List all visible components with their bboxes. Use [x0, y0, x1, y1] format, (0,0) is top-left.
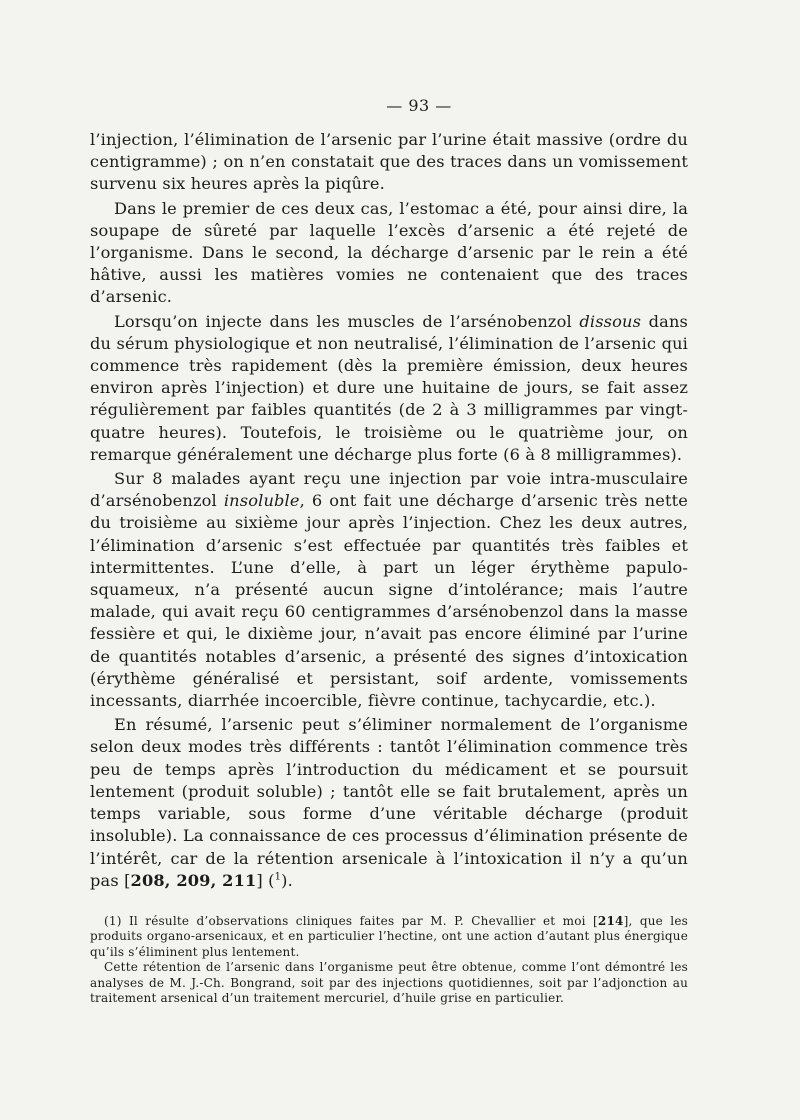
paragraph-5: [90, 714, 688, 892]
paragraph-text: Dans le premier de ces deux cas, l’estomac a été, pour ainsi dire, la soupape de sûreté par laquelle l’excès d’arsenic a été rejeté de l’organisme. Dans le second, la décharge d’arsenic par le rein a été hâtive, aussi les matières vomies ne contenaient que des traces d’arsenic.: [90, 198, 688, 307]
page-number: — 93 —: [386, 96, 452, 115]
paragraph-text: l’injection, l’élimination de l’arsenic par l’urine était massive (ordre du centigramme) ; on n’en constatait que des traces dans un vomissement survenu six heures après la piqûre.: [90, 130, 688, 194]
paragraph-text: Lorsqu’on injecte dans les muscles de l’arsénobenzol: [114, 311, 580, 331]
paragraph-text: En résumé, l’arsenic peut s’éliminer normalement de l’organisme selon deux modes très différents : tantôt l’élimination commence très peu de temps après l’introduction du médicament et se poursuit lentement (produit soluble) ; tantôt elle se fait brutalement, après un temps variable, sous forme d’une véritable décharge (produit insoluble). La connaissance de ces processus d’élimination présente de l’intérêt, car de la rétention arsenicale à l’intoxication il n’y a qu’un pas [: [90, 715, 688, 890]
italic-term: insoluble: [223, 491, 300, 511]
footnote-marker: 1: [274, 871, 282, 883]
italic-term: dissous: [579, 311, 642, 331]
paragraph-text: Sur 8 malades ayant reçu une injection par voie intra-musculaire d’arsénobenzol: [90, 469, 688, 511]
paragraph-text: dans du sérum physiologique et non neutralisé, l’élimination de l’arsenic qui commence très rapidement (dès la première émission, deux heures environ après l’injection) et dure une huitaine de jours, se fait assez régulièrement par faibles quantités (de 2 à 3 milligrammes par vingt-quatre heures). Toutefois, le troisième ou le quatrième jour, on remarque généralement une décharge plus forte (6 à 8 milligrammes).: [90, 311, 688, 464]
paragraph-text: ).: [281, 870, 293, 890]
paragraph-3: [90, 311, 688, 466]
footnote-1: [90, 914, 688, 961]
paragraph-text: , 6 ont fait une décharge d’arsenic très nette du troisième au sixième jour après l’injection. Chez les deux autres, l’élimination d’arsenic s’est effectuée par quantités très faibles et intermittentes. L’une d’elle, à part un léger érythème papulo-squameux, n’a présenté aucun signe d’intolérance; mais l’autre malade, qui avait reçu 60 centigrammes d’arsénobenzol dans la masse fessière et qui, le dixième jour, n’avait pas encore éliminé par l’urine de quantités notables d’arsenic, a présenté des signes d’intoxication (érythème généralisé et persistant, soif ardente, vomissements incessants, diarrhée incoercible, fièvre continue, tachycardie, etc.).: [90, 491, 688, 711]
body-text: [90, 129, 688, 892]
footnote-2: [90, 960, 688, 1007]
footnote-text: (1) Il résulte d’observations cliniques faites par M. P. Chevallier et moi [: [104, 913, 598, 928]
reference-numbers: 208, 209, 211: [130, 870, 257, 890]
footnote-text: ], que les produits organo-arsenicaux, et en particulier l’hectine, ont une action d’autant plus énergique qu’ils s’éliminent plus lentement.: [90, 913, 689, 959]
footnotes: [90, 914, 688, 1007]
paragraph-4: [90, 468, 688, 712]
paragraph-text: ] (: [256, 870, 275, 890]
paragraph-1: [90, 129, 688, 196]
footnote-text: Cette rétention de l’arsenic dans l’organisme peut être obtenue, comme l’ont démontré les analyses de M. J.-Ch. Bongrand, soit par des injections quotidiennes, soit par l’adjonction au traitement arsenical d’un traitement mercuriel, d’huile grise en particulier.: [90, 960, 688, 1006]
paragraph-2: [90, 198, 688, 309]
reference-number: 214: [597, 913, 624, 928]
